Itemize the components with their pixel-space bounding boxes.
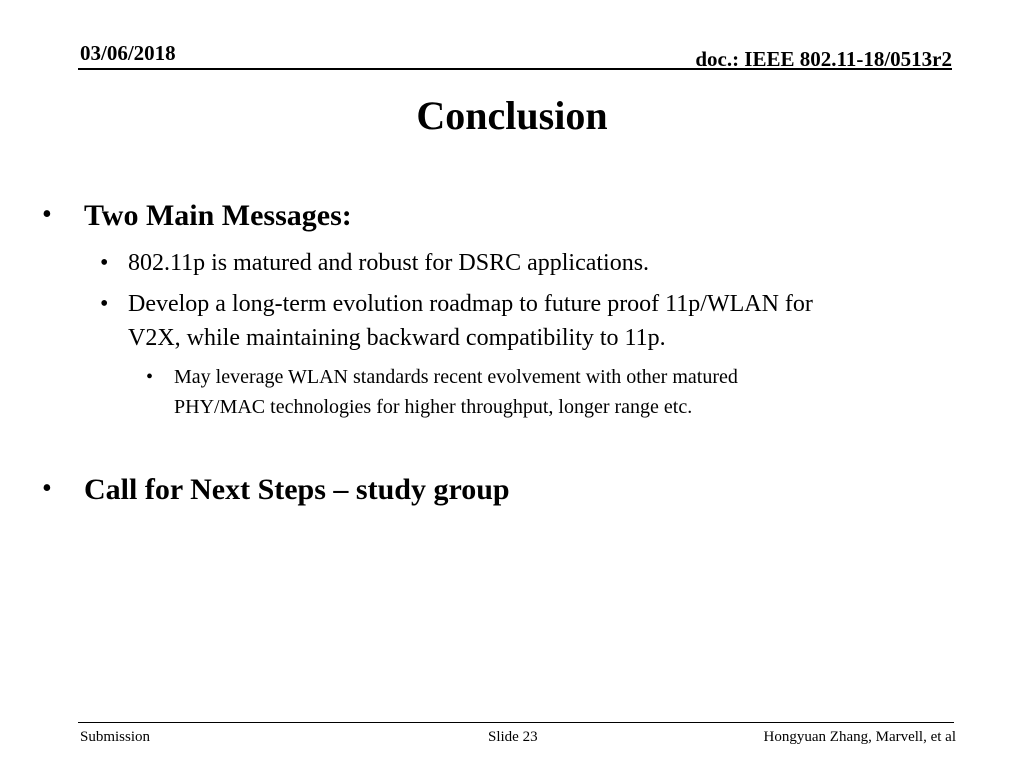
- header-divider: [78, 68, 952, 70]
- bullet-marker: •: [100, 250, 109, 276]
- bullet-marker: •: [146, 366, 154, 388]
- sub-sub-bullet-leverage-line-1: May leverage WLAN standards recent evolvement with other matured: [174, 366, 738, 388]
- footer-submission: Submission: [80, 729, 151, 745]
- bullet-two-main-messages: Two Main Messages:: [84, 199, 352, 232]
- header-date: 03/06/2018: [80, 41, 176, 65]
- footer-divider: [78, 722, 954, 723]
- bullet-marker: •: [42, 199, 52, 230]
- sub-bullet-matured: 802.11p is matured and robust for DSRC applications.: [128, 250, 650, 276]
- sub-bullet-roadmap-line-1: Develop a long-term evolution roadmap to future proof 11p/WLAN for: [128, 291, 813, 317]
- sub-sub-bullet-leverage-line-2: PHY/MAC technologies for higher throughput, longer range etc.: [174, 396, 693, 418]
- bullet-call-next-steps: Call for Next Steps – study group: [84, 473, 510, 506]
- bullet-marker: •: [42, 473, 52, 504]
- footer-slide-number: Slide 23: [488, 729, 538, 745]
- sub-bullet-roadmap-line-2: V2X, while maintaining backward compatibility to 11p.: [128, 325, 666, 351]
- bullet-marker: •: [100, 291, 109, 317]
- header-doc-id: doc.: IEEE 802.11-18/0513r2: [695, 47, 952, 71]
- slide-title: Conclusion: [416, 93, 608, 138]
- footer-author: Hongyuan Zhang, Marvell, et al: [763, 729, 956, 745]
